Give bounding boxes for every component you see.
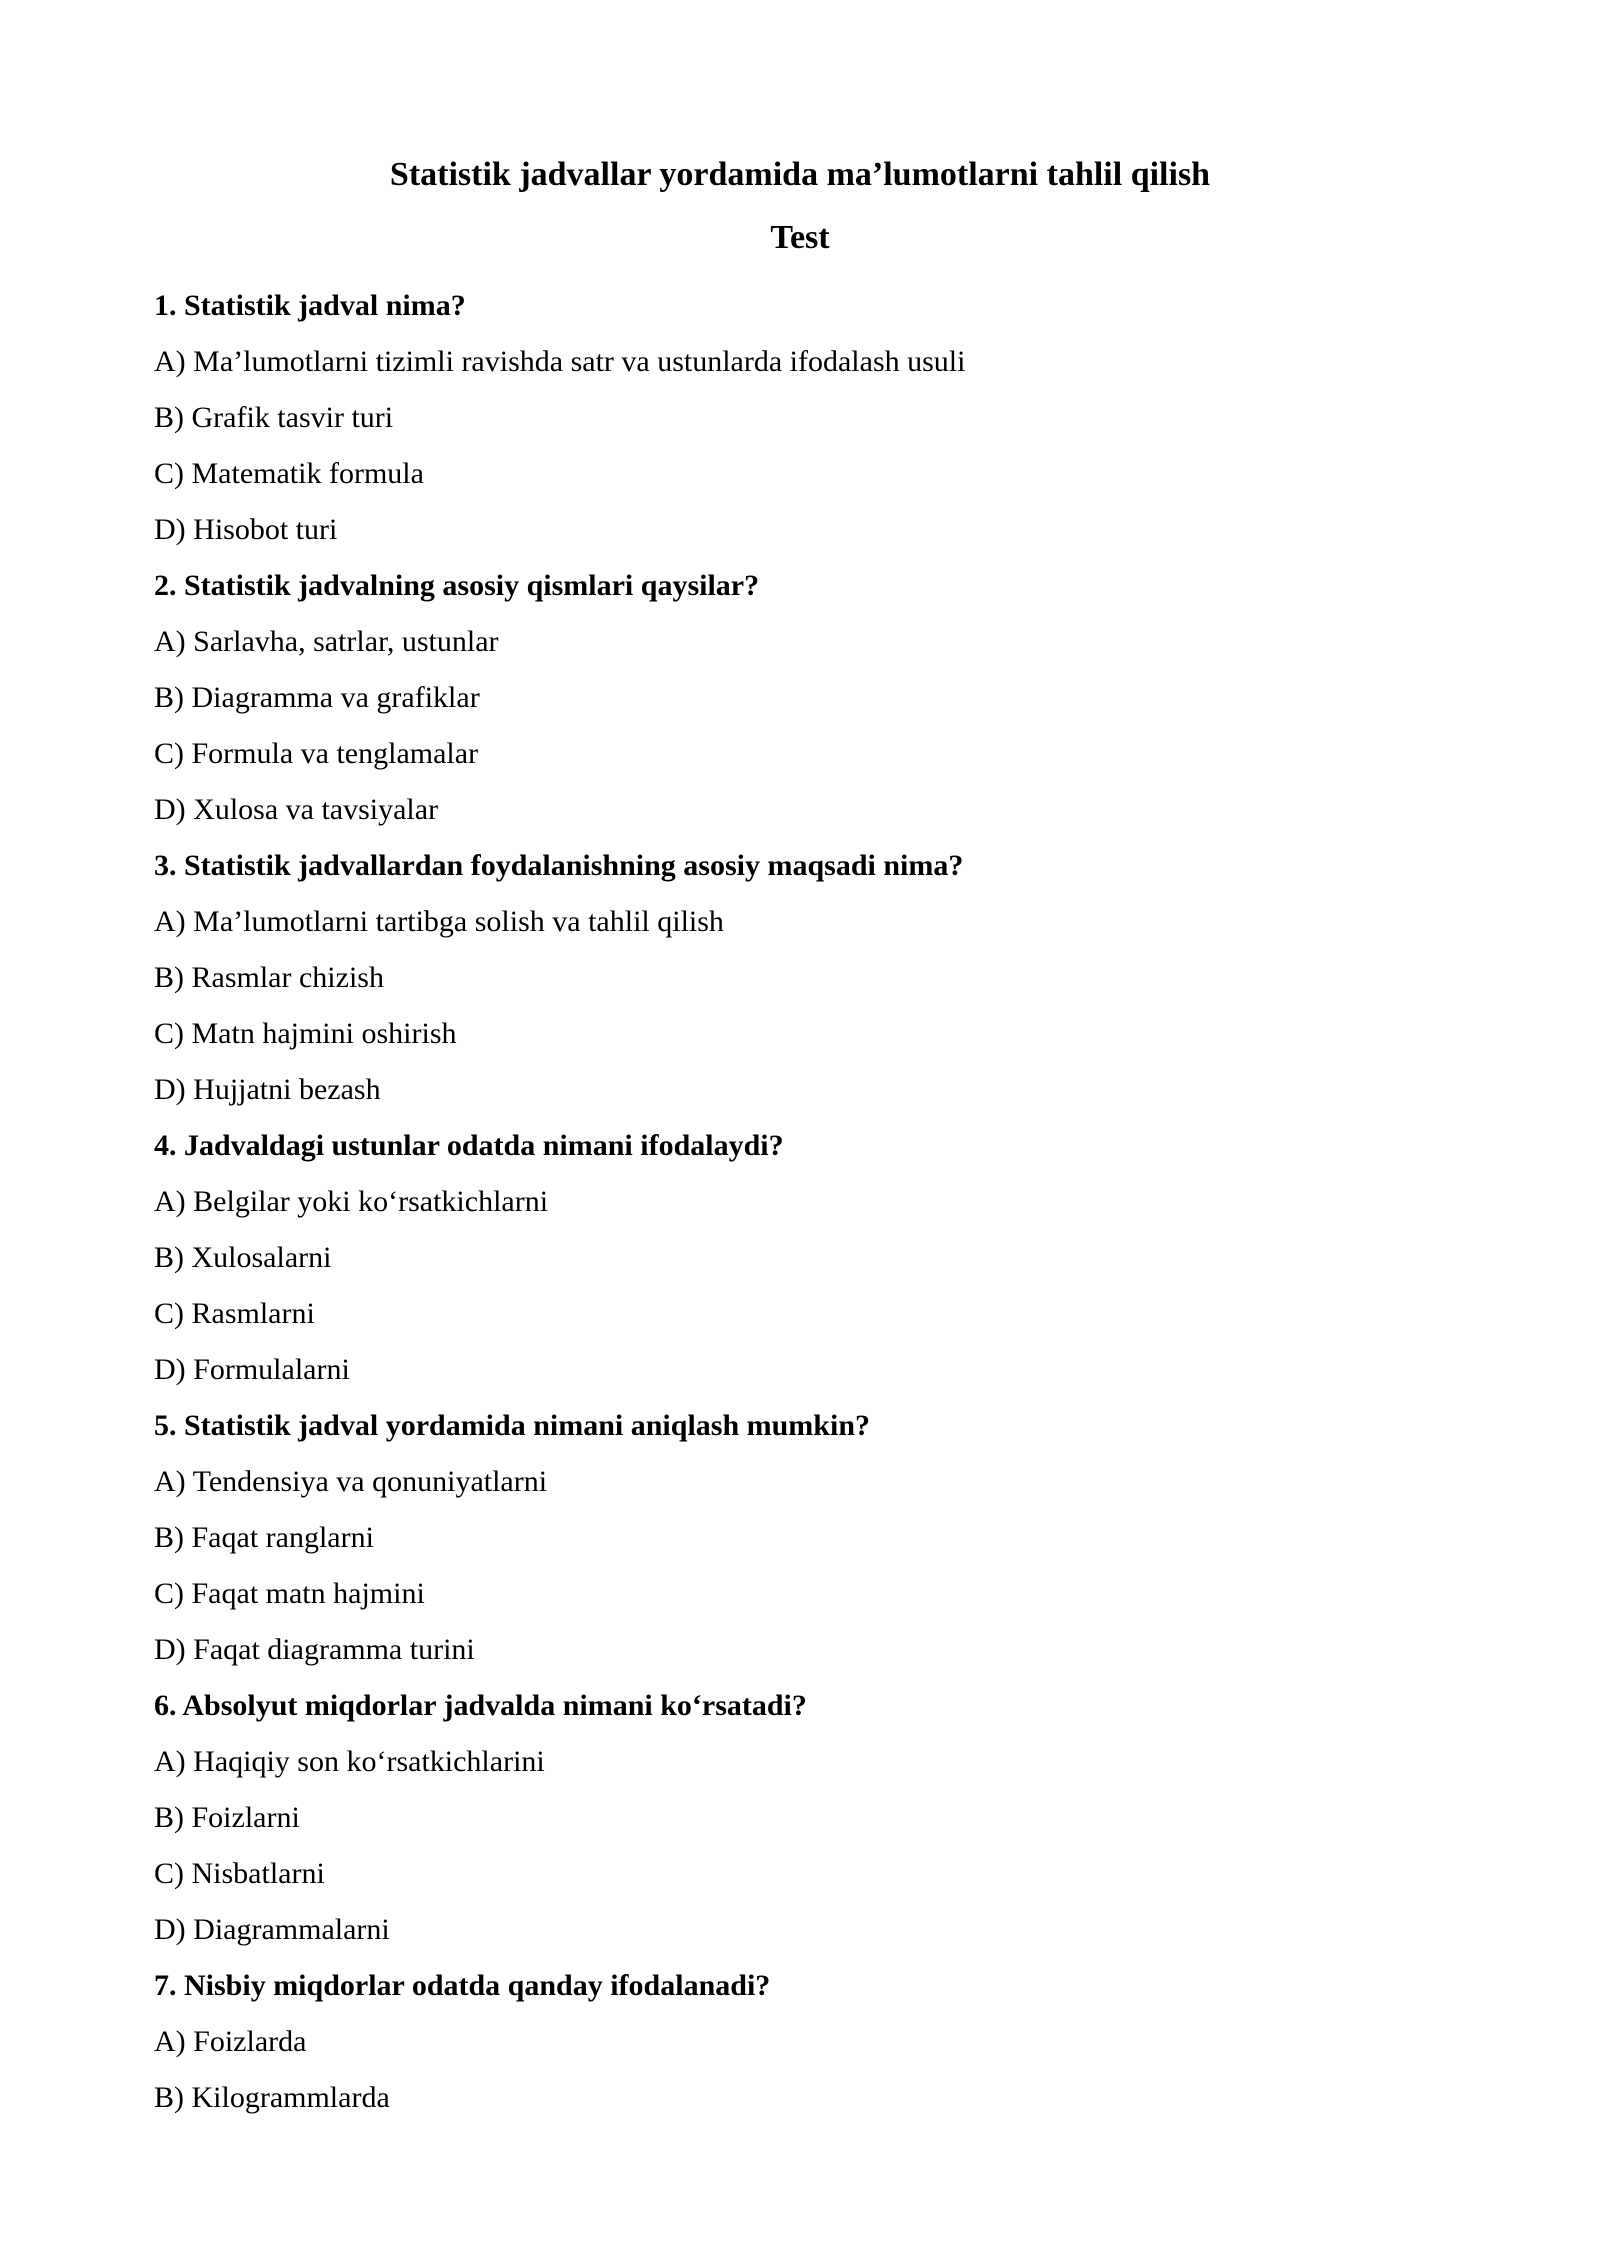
question-list	[154, 278, 1454, 2126]
question-text: 2. Statistik jadvalning asosiy qismlari qaysilar?	[154, 569, 760, 602]
answer-option-b: B) Kilogrammlarda	[154, 2081, 390, 2114]
question-text: 4. Jadvaldagi ustunlar odatda nimani ifodalaydi?	[154, 1129, 784, 1162]
answer-option-d: D) Diagrammalarni	[154, 1913, 390, 1946]
answer-option-b: B) Foizlarni	[154, 1801, 300, 1834]
answer-option-d: D) Xulosa va tavsiyalar	[154, 793, 439, 826]
question-text: 1. Statistik jadval nima?	[154, 289, 466, 322]
answer-option-c: C) Nisbatlarni	[154, 1857, 325, 1890]
answer-options	[154, 334, 1454, 558]
answer-option-c: C) Formula va tenglamalar	[154, 737, 479, 770]
document-title: Statistik jadvallar yordamida ma’lumotlarni tahlil qilish	[389, 156, 1211, 193]
question-3	[154, 838, 1454, 1118]
question-4	[154, 1118, 1454, 1398]
question-2	[154, 558, 1454, 838]
question-6	[154, 1678, 1454, 1958]
answer-option-a: A) Sarlavha, satrlar, ustunlar	[154, 625, 499, 658]
answer-option-b: B) Grafik tasvir turi	[154, 401, 394, 434]
answer-options	[154, 614, 1454, 838]
answer-options	[154, 2014, 1454, 2126]
answer-options	[154, 1734, 1454, 1958]
question-text: 7. Nisbiy miqdorlar odatda qanday ifodalanadi?	[154, 1969, 771, 2002]
answer-option-c: C) Matematik formula	[154, 457, 424, 490]
question-text: 3. Statistik jadvallardan foydalanishning asosiy maqsadi nima?	[154, 849, 964, 882]
question-7	[154, 1958, 1454, 2126]
answer-options	[154, 1454, 1454, 1678]
answer-option-d: D) Formulalarni	[154, 1353, 350, 1386]
answer-option-d: D) Hisobot turi	[154, 513, 338, 546]
answer-option-a: A) Foizlarda	[154, 2025, 307, 2058]
answer-option-b: B) Xulosalarni	[154, 1241, 332, 1274]
answer-option-a: A) Haqiqiy son ko‘rsatkichlarini	[154, 1745, 545, 1778]
document-subtitle: Test	[770, 219, 830, 256]
question-text: 5. Statistik jadval yordamida nimani aniqlash mumkin?	[154, 1409, 871, 1442]
answer-options	[154, 894, 1454, 1118]
question-text: 6. Absolyut miqdorlar jadvalda nimani ko‘rsatadi?	[154, 1689, 807, 1722]
answer-option-c: C) Matn hajmini oshirish	[154, 1017, 457, 1050]
answer-option-a: A) Tendensiya va qonuniyatlarni	[154, 1465, 548, 1498]
answer-option-d: D) Hujjatni bezash	[154, 1073, 381, 1106]
question-5	[154, 1398, 1454, 1678]
answer-option-a: A) Ma’lumotlarni tartibga solish va tahlil qilish	[154, 905, 724, 938]
answer-option-d: D) Faqat diagramma turini	[154, 1633, 475, 1666]
answer-option-b: B) Diagramma va grafiklar	[154, 681, 480, 714]
answer-option-c: C) Rasmlarni	[154, 1297, 315, 1330]
answer-options	[154, 1174, 1454, 1398]
answer-option-a: A) Ma’lumotlarni tizimli ravishda satr va ustunlarda ifodalash usuli	[154, 345, 966, 378]
answer-option-c: C) Faqat matn hajmini	[154, 1577, 425, 1610]
question-1	[154, 278, 1454, 558]
answer-option-b: B) Rasmlar chizish	[154, 961, 384, 994]
answer-option-b: B) Faqat ranglarni	[154, 1521, 374, 1554]
answer-option-a: A) Belgilar yoki ko‘rsatkichlarni	[154, 1185, 549, 1218]
